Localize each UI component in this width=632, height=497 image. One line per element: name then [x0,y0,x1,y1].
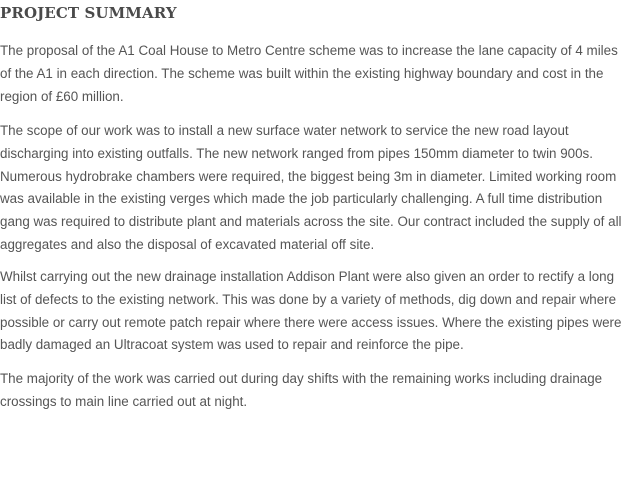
paragraph-scope-of-work: The scope of our work was to install a new surface water network to service the new road layout discharging into existing outfalls. The new network ranged from pipes 150mm diameter to twin 900s. Numerous hydrobrake chambers were required, the biggest being 3m in diameter. Limited working room was available in the existing verges which made the job particularly challenging. A full time distribution gang was required to distribute plant and materials across the site. Our contract included the supply of all aggregates and also the disposal of excavated material off site. [0,123,622,252]
section-heading: PROJECT SUMMARY [0,4,177,22]
paragraph-shift-work: The majority of the work was carried out during day shifts with the remaining works including drainage crossings to main line carried out at night. [0,371,603,409]
paragraph-scheme-overview: The proposal of the A1 Coal House to Metro Centre scheme was to increase the lane capacity of 4 miles of the A1 in each direction. The scheme was built within the existing highway boundary and cost in the region of £60 million. [0,43,618,104]
paragraph-defect-repairs: Whilst carrying out the new drainage installation Addison Plant were also given an order to rectify a long list of defects to the existing network. This was done by a variety of methods, dig down and repair where possible or carry out remote patch repair where there were access issues. Where the existing pipes were badly damaged an Ultracoat system was used to repair and reinforce the pipe. [0,269,622,353]
